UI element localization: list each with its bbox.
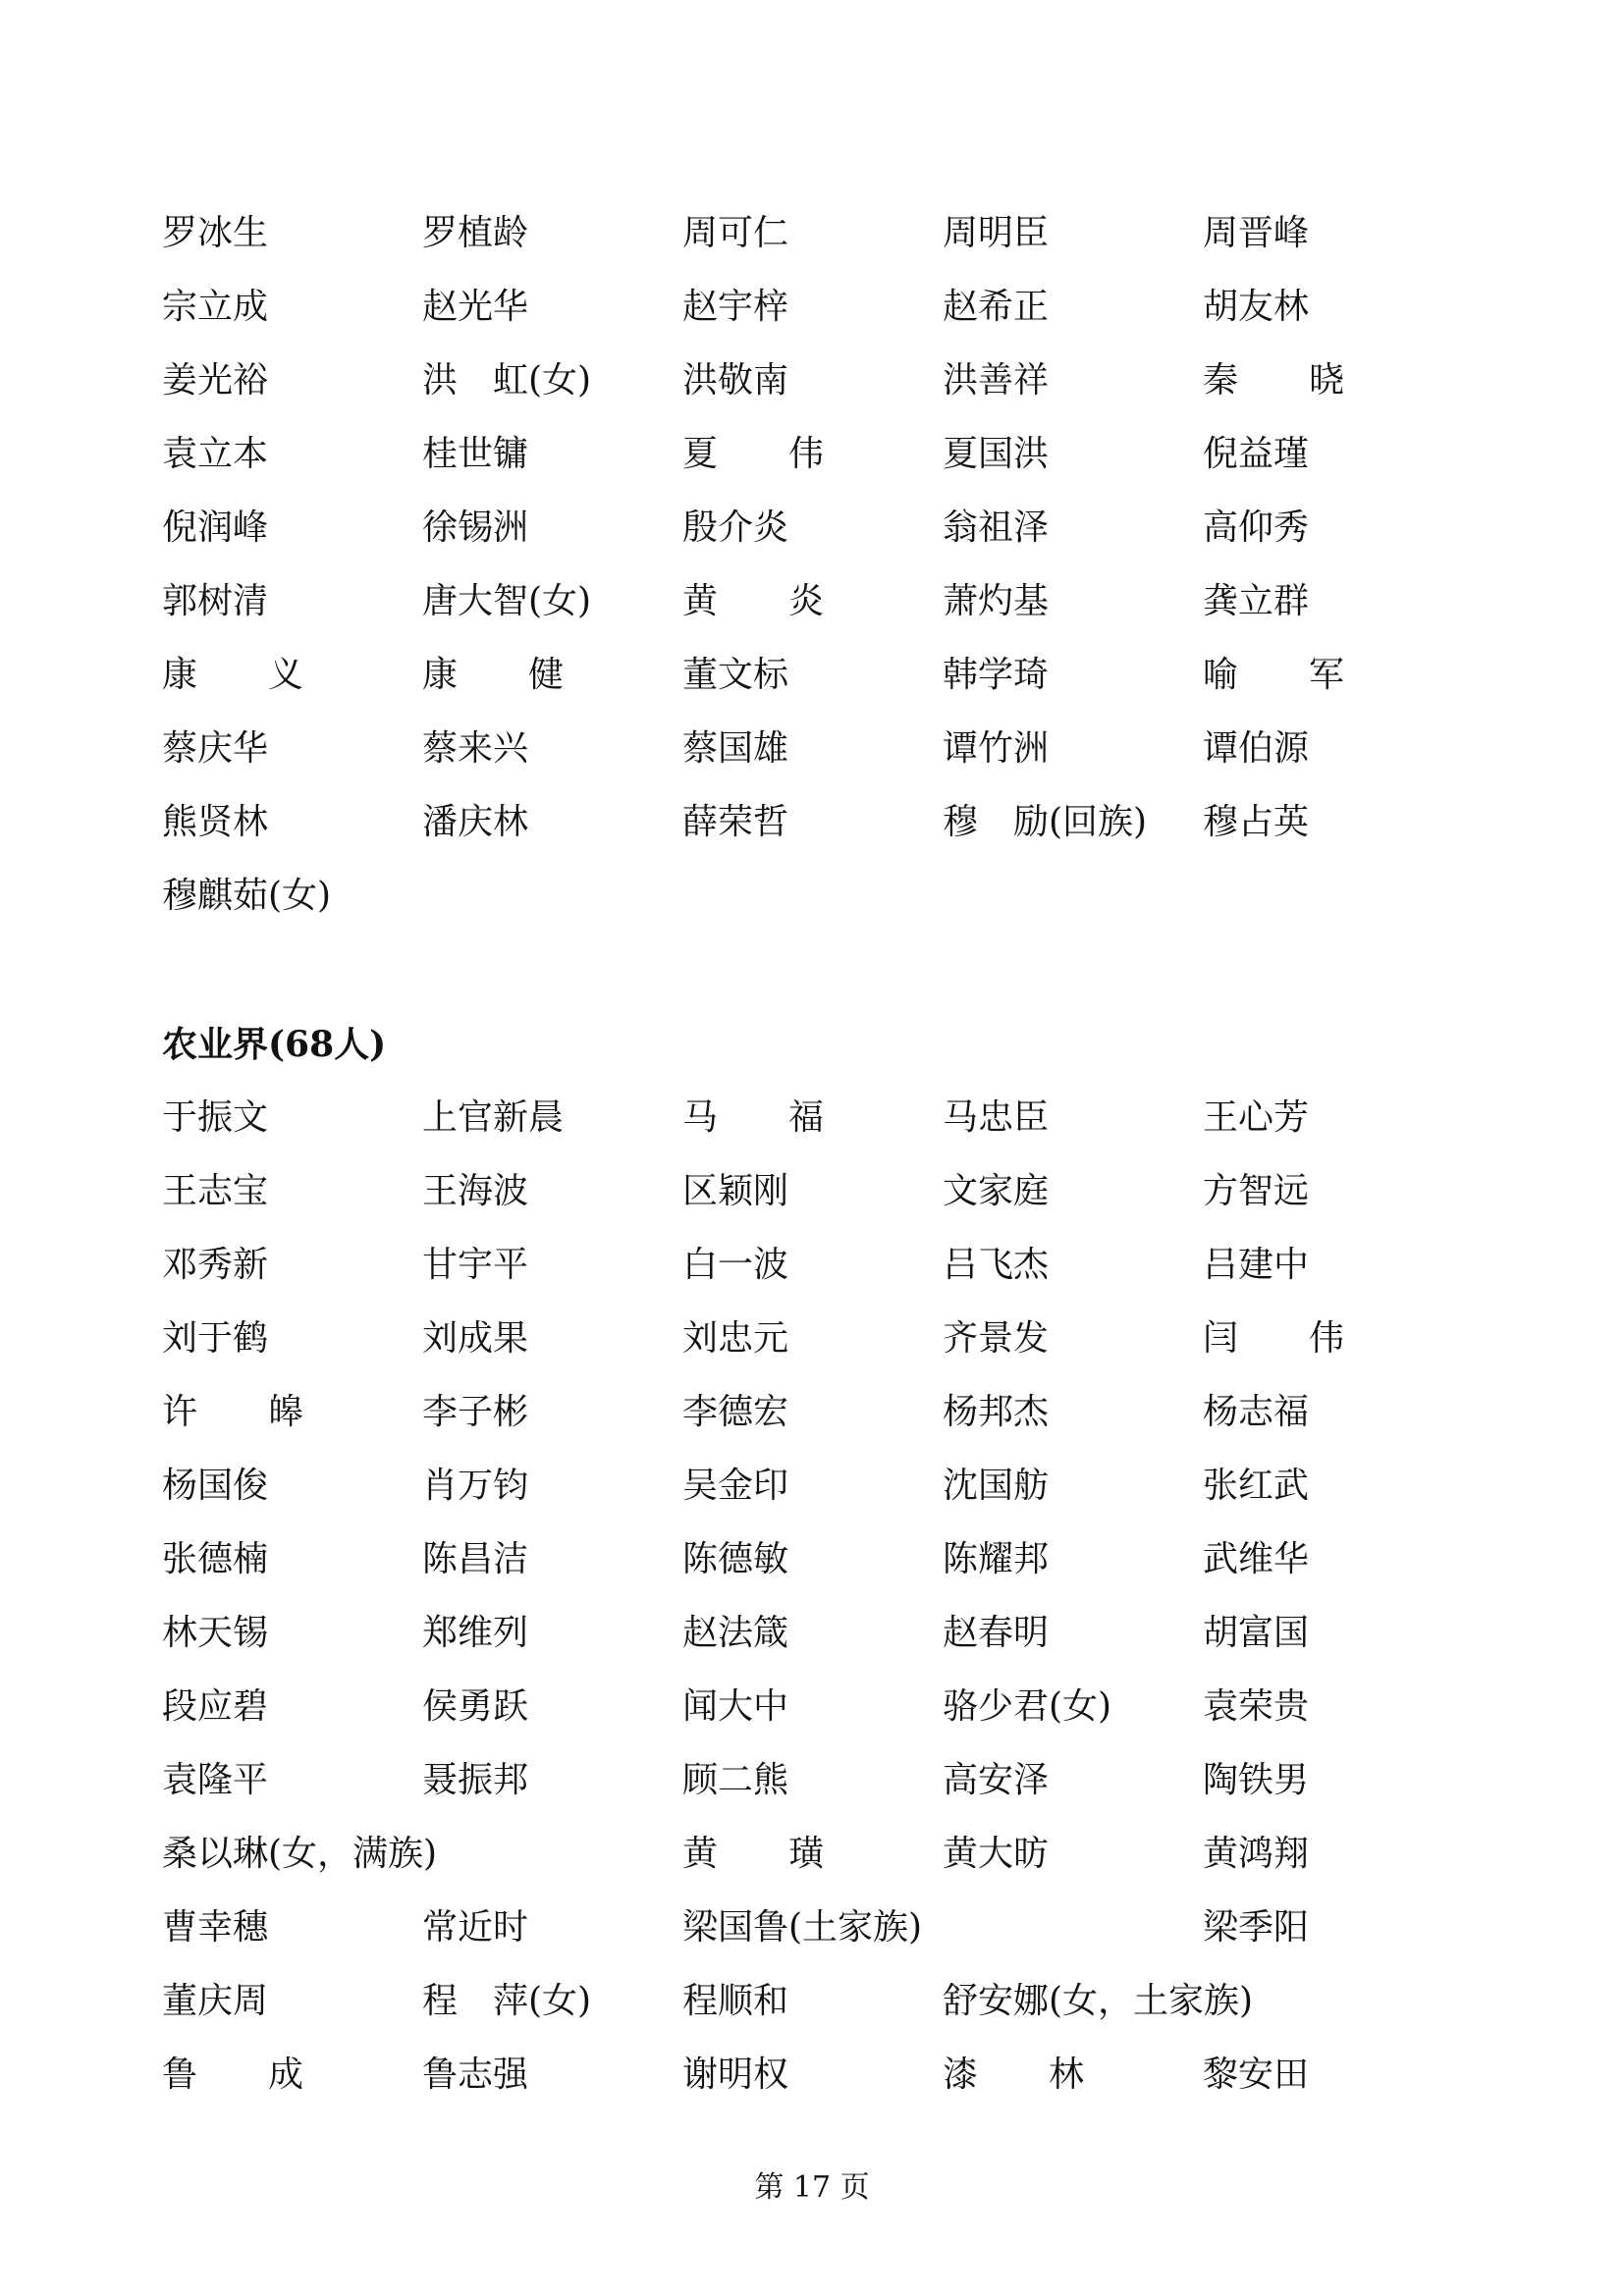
member-name: 聂振邦 <box>422 1760 529 1800</box>
member-name: 白一波 <box>682 1245 789 1285</box>
name-row <box>162 1678 1478 1736</box>
member-name: 许 皞 <box>162 1392 304 1432</box>
name-row <box>162 1972 1478 2031</box>
member-name: 穆占英 <box>1203 802 1310 842</box>
name-row <box>162 425 1478 484</box>
member-name: 马 福 <box>682 1097 825 1138</box>
member-name: 薛荣哲 <box>682 802 789 842</box>
name-row <box>162 720 1478 778</box>
name-row <box>162 793 1478 852</box>
member-name: 郭树清 <box>162 581 269 621</box>
name-row <box>162 1751 1478 1810</box>
member-name: 鲁志强 <box>422 2055 529 2095</box>
member-name: 洪善祥 <box>943 360 1050 400</box>
member-name: 梁国鲁(土家族) <box>682 1907 923 1948</box>
member-name: 康 健 <box>422 655 565 695</box>
member-name: 喻 军 <box>1203 655 1345 695</box>
member-name: 梁季阳 <box>1203 1907 1310 1948</box>
member-name: 高仰秀 <box>1203 507 1310 548</box>
member-name: 陈昌洁 <box>422 1539 529 1579</box>
name-row <box>162 1089 1478 1148</box>
member-name: 胡富国 <box>1203 1613 1310 1653</box>
member-name: 程 萍(女) <box>422 1981 592 2021</box>
member-name: 潘庆林 <box>422 802 529 842</box>
member-name: 谭伯源 <box>1203 728 1310 769</box>
name-row <box>162 499 1478 558</box>
member-name: 穆麒茹(女) <box>162 876 332 916</box>
member-name: 袁隆平 <box>162 1760 269 1800</box>
member-name: 桂世镛 <box>422 434 529 474</box>
member-name: 夏国洪 <box>943 434 1050 474</box>
member-name: 罗植龄 <box>422 213 529 253</box>
name-row <box>162 204 1478 263</box>
member-name: 曹幸穗 <box>162 1907 269 1948</box>
member-name: 殷介炎 <box>682 507 789 548</box>
member-name: 董庆周 <box>162 1981 269 2021</box>
member-name: 胡友林 <box>1203 287 1310 327</box>
member-name: 李德宏 <box>682 1392 789 1432</box>
member-name: 程顺和 <box>682 1981 789 2021</box>
member-name: 董文标 <box>682 655 789 695</box>
name-row <box>162 1898 1478 1957</box>
member-name: 顾二熊 <box>682 1760 789 1800</box>
member-name: 陶铁男 <box>1203 1760 1310 1800</box>
page-number: 第 17 页 <box>754 2170 870 2205</box>
name-row <box>162 646 1478 705</box>
name-row <box>162 1604 1478 1663</box>
name-row <box>162 278 1478 337</box>
member-name: 文家庭 <box>943 1171 1050 1211</box>
member-name: 沈国舫 <box>943 1466 1050 1506</box>
member-name: 武维华 <box>1203 1539 1310 1579</box>
member-name: 刘于鹤 <box>162 1318 269 1359</box>
name-row <box>162 1236 1478 1295</box>
member-name: 杨志福 <box>1203 1392 1310 1432</box>
section-heading-agriculture: 农业界(68人) <box>162 1024 387 1065</box>
member-name: 蔡国雄 <box>682 728 789 769</box>
name-row <box>162 1309 1478 1368</box>
member-name: 周晋峰 <box>1203 213 1310 253</box>
member-name: 周可仁 <box>682 213 789 253</box>
member-name: 夏 伟 <box>682 434 825 474</box>
name-row <box>162 1825 1478 1884</box>
member-name: 鲁 成 <box>162 2055 304 2095</box>
member-name: 赵希正 <box>943 287 1050 327</box>
member-name: 徐锡洲 <box>422 507 529 548</box>
member-name: 翁祖泽 <box>943 507 1050 548</box>
name-row <box>162 1162 1478 1221</box>
member-name: 倪益瑾 <box>1203 434 1310 474</box>
member-name: 秦 晓 <box>1203 360 1345 400</box>
member-name: 王志宝 <box>162 1171 269 1211</box>
member-name: 蔡来兴 <box>422 728 529 769</box>
member-name: 姜光裕 <box>162 360 269 400</box>
member-name: 康 义 <box>162 655 304 695</box>
member-name: 马忠臣 <box>943 1097 1050 1138</box>
name-row <box>162 572 1478 631</box>
member-name: 陈耀邦 <box>943 1539 1050 1579</box>
member-name: 杨邦杰 <box>943 1392 1050 1432</box>
member-name: 蔡庆华 <box>162 728 269 769</box>
member-name: 王心芳 <box>1203 1097 1310 1138</box>
member-name: 高安泽 <box>943 1760 1050 1800</box>
member-name: 吕建中 <box>1203 1245 1310 1285</box>
member-name: 肖万钧 <box>422 1466 529 1506</box>
member-name: 倪润峰 <box>162 507 269 548</box>
member-name: 郑维列 <box>422 1613 529 1653</box>
member-name: 袁荣贵 <box>1203 1686 1310 1727</box>
member-name: 赵光华 <box>422 287 529 327</box>
member-name: 韩学琦 <box>943 655 1050 695</box>
member-name: 周明臣 <box>943 213 1050 253</box>
member-name: 龚立群 <box>1203 581 1310 621</box>
member-name: 区颖刚 <box>682 1171 789 1211</box>
member-name: 赵春明 <box>943 1613 1050 1653</box>
member-name: 桑以琳(女，满族) <box>162 1834 438 1874</box>
member-name: 侯勇跃 <box>422 1686 529 1727</box>
member-name: 于振文 <box>162 1097 269 1138</box>
member-name: 张红武 <box>1203 1466 1310 1506</box>
name-row <box>162 1383 1478 1442</box>
member-name: 林天锡 <box>162 1613 269 1653</box>
member-name: 杨国俊 <box>162 1466 269 1506</box>
member-name: 陈德敏 <box>682 1539 789 1579</box>
member-name: 穆 励(回族) <box>943 802 1148 842</box>
member-name: 舒安娜(女，土家族) <box>943 1981 1254 2021</box>
member-name: 上官新晨 <box>422 1097 565 1138</box>
member-name: 漆 林 <box>943 2055 1085 2095</box>
member-name: 宗立成 <box>162 287 269 327</box>
member-name: 洪 虹(女) <box>422 360 592 400</box>
member-name: 闫 伟 <box>1203 1318 1345 1359</box>
member-name: 齐景发 <box>943 1318 1050 1359</box>
member-name: 罗冰生 <box>162 213 269 253</box>
member-name: 熊贤林 <box>162 802 269 842</box>
member-name: 黄大昉 <box>943 1834 1050 1874</box>
member-name: 唐大智(女) <box>422 581 592 621</box>
member-name: 萧灼基 <box>943 581 1050 621</box>
member-name: 常近时 <box>422 1907 529 1948</box>
name-row <box>162 351 1478 410</box>
name-row <box>162 2046 1478 2105</box>
member-name: 黄鸿翔 <box>1203 1834 1310 1874</box>
name-row <box>162 1530 1478 1589</box>
member-name: 刘忠元 <box>682 1318 789 1359</box>
member-name: 吕飞杰 <box>943 1245 1050 1285</box>
member-name: 洪敬南 <box>682 360 789 400</box>
member-name: 闻大中 <box>682 1686 789 1727</box>
member-name: 黄 炎 <box>682 581 825 621</box>
member-name: 黄 璜 <box>682 1834 825 1874</box>
member-name: 赵宇梓 <box>682 287 789 327</box>
member-name: 王海波 <box>422 1171 529 1211</box>
member-name: 吴金印 <box>682 1466 789 1506</box>
member-name: 段应碧 <box>162 1686 269 1727</box>
member-name: 李子彬 <box>422 1392 529 1432</box>
member-name: 赵法箴 <box>682 1613 789 1653</box>
name-row <box>162 1457 1478 1516</box>
member-name: 邓秀新 <box>162 1245 269 1285</box>
member-name: 方智远 <box>1203 1171 1310 1211</box>
member-name: 黎安田 <box>1203 2055 1310 2095</box>
member-name: 张德楠 <box>162 1539 269 1579</box>
member-name: 骆少君(女) <box>943 1686 1112 1727</box>
name-row <box>162 867 1478 926</box>
member-name: 刘成果 <box>422 1318 529 1359</box>
member-name: 谭竹洲 <box>943 728 1050 769</box>
member-name: 谢明权 <box>682 2055 789 2095</box>
member-name: 甘宇平 <box>422 1245 529 1285</box>
member-name: 袁立本 <box>162 434 269 474</box>
